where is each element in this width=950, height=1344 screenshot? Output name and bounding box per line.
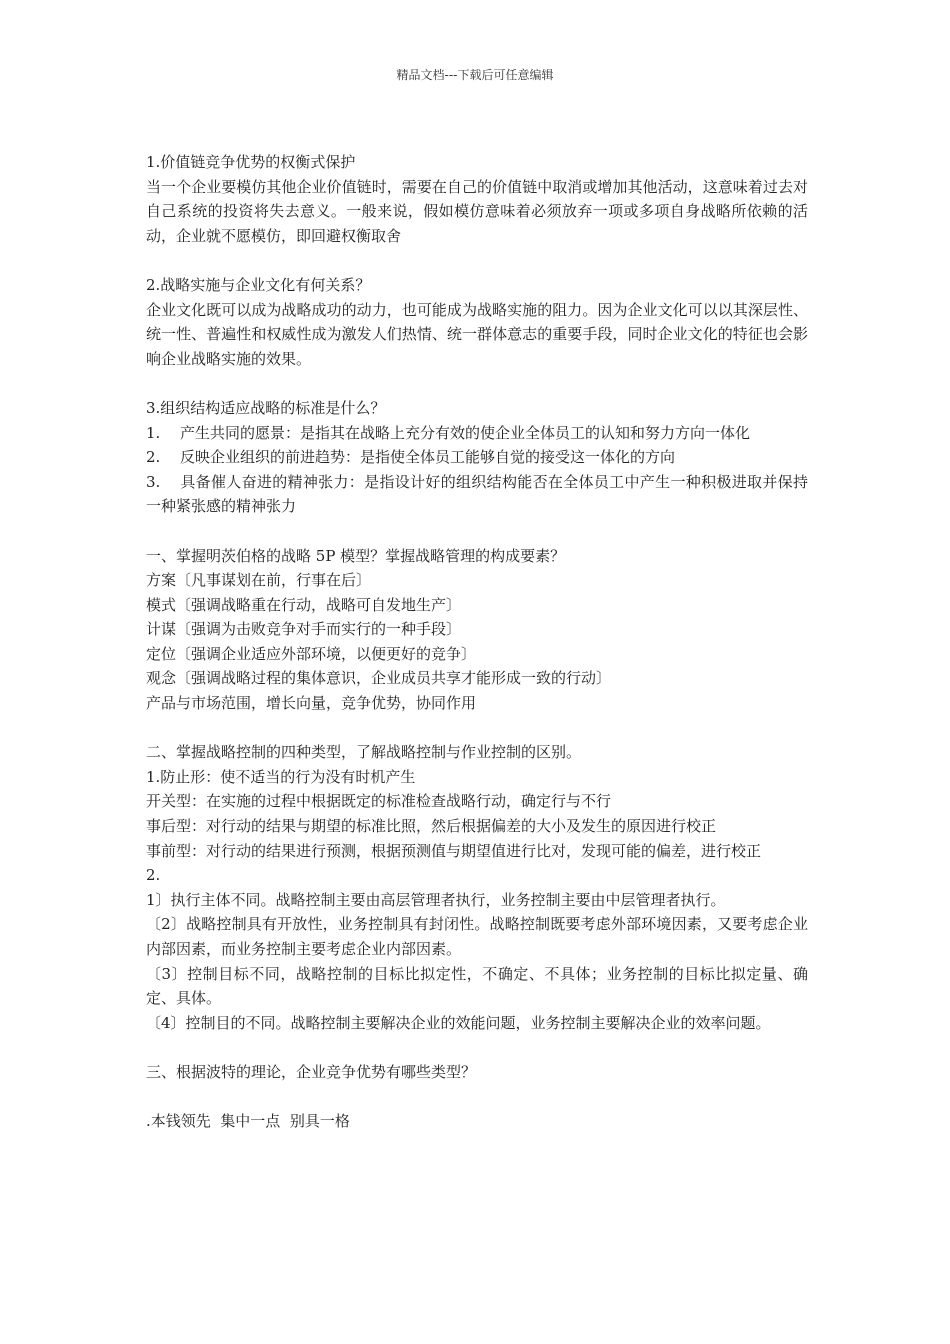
text-line: 事后型：对行动的结果与期望的标准比照，然后根据偏差的大小及发生的原因进行校正 (146, 817, 717, 836)
list-number: 2. (146, 448, 161, 467)
paragraph: 企业文化既可以成为战略成功的动力，也可能成为战略实施的阻力。因为企业文化可以以其深层性、统一性、普遍性和权威性成为激发人们热情、统一群体意志的重要手段，同时企业文化的特征也会影响企业战略实施的效果。 (146, 300, 808, 368)
spacer (146, 248, 808, 273)
text-line: 〔2〕战略控制具有开放性，业务控制具有封闭性。战略控制既要考虑外部环境因素，又要考虑企业内部因素，而业务控制主要考虑企业内部因素。 (146, 915, 808, 958)
text-line: 产品与市场范围，增长向量，竞争优势，协同作用 (146, 694, 477, 713)
page-header: 精品文档---下载后可任意编辑 (396, 68, 554, 82)
section-title: 二、掌握战略控制的四种类型，了解战略控制与作业控制的区别。 (146, 743, 582, 762)
text-line: 〔3〕控制目标不同，战略控制的目标比拟定性，不确定、不具体；业务控制的目标比拟定量、确定、具体。 (146, 964, 808, 1008)
list-item (146, 445, 808, 470)
list-item (146, 421, 808, 446)
text-line: 定位〔强调企业适应外部环境，以便更好的竞争〕 (146, 644, 477, 663)
paragraph: 当一个企业要模仿其他企业价值链时，需要在自己的价值链中取消或增加其他活动，这意味着过去对自己系统的投资将失去意义。一般来说，假如模仿意味着必须放弃一项或多项自身战略所依赖的活动，企业就不愿模仿，即回避权衡取舍 (146, 177, 808, 245)
text-line: 观念〔强调战略过程的集体意识，企业成员共享才能形成一致的行动〕 (146, 669, 612, 688)
spacer (146, 519, 808, 544)
text-line: 事前型：对行动的结果进行预测，根据预测值与期望值进行比对，发现可能的偏差，进行校正 (146, 841, 762, 860)
section-title: 三、根据波特的理论，企业竞争优势有哪些类型？ (146, 1062, 477, 1081)
section-title: 3.组织结构适应战略的标准是什么？ (146, 398, 386, 417)
spacer (146, 716, 808, 741)
spacer (146, 371, 808, 396)
text-line: 2. (146, 866, 161, 885)
list-text: 具备催人奋进的精神张力：是指设计好的组织结构能否在全体员工中产生一种积极进取并保持一种紧张感的精神张力 (146, 472, 808, 516)
document-body (146, 150, 808, 1134)
list-text: 产生共同的愿景：是指其在战略上充分有效的使企业全体员工的认知和努力方向一体化 (180, 423, 751, 442)
spacer (146, 1035, 808, 1060)
section-title: 一、掌握明茨伯格的战略 5P 模型？掌握战略管理的构成要素？ (146, 546, 566, 565)
list-number: 3. (146, 472, 161, 491)
spacer (146, 1085, 808, 1110)
text-line: 模式〔强调战略重在行动，战略可自发地生产〕 (146, 595, 462, 614)
text-line: 开关型：在实施的过程中根据既定的标准检查战略行动，确定行与不行 (146, 792, 612, 811)
section-title: 2.战略实施与企业文化有何关系？ (146, 275, 371, 294)
list-number: 1. (146, 423, 161, 442)
answer-line: .本钱领先 集中一点 别具一格 (146, 1112, 350, 1131)
text-line: 方案〔凡事谋划在前，行事在后〕 (146, 571, 372, 590)
list-text: 反映企业组织的前进趋势：是指使全体员工能够自觉的接受这一体化的方向 (180, 448, 676, 467)
list-item (146, 470, 808, 519)
text-line: 1〕执行主体不同。战略控制主要由高层管理者执行，业务控制主要由中层管理者执行。 (146, 890, 726, 909)
text-line: 〔4〕控制目的不同。战略控制主要解决企业的效能问题，业务控制主要解决企业的效率问题。 (146, 1013, 771, 1032)
text-line: 计谋〔强调为击败竞争对手而实行的一种手段〕 (146, 620, 462, 639)
section-title: 1.价值链竞争优势的权衡式保护 (146, 153, 356, 171)
text-line: 1.防止形：使不适当的行为没有时机产生 (146, 767, 416, 786)
